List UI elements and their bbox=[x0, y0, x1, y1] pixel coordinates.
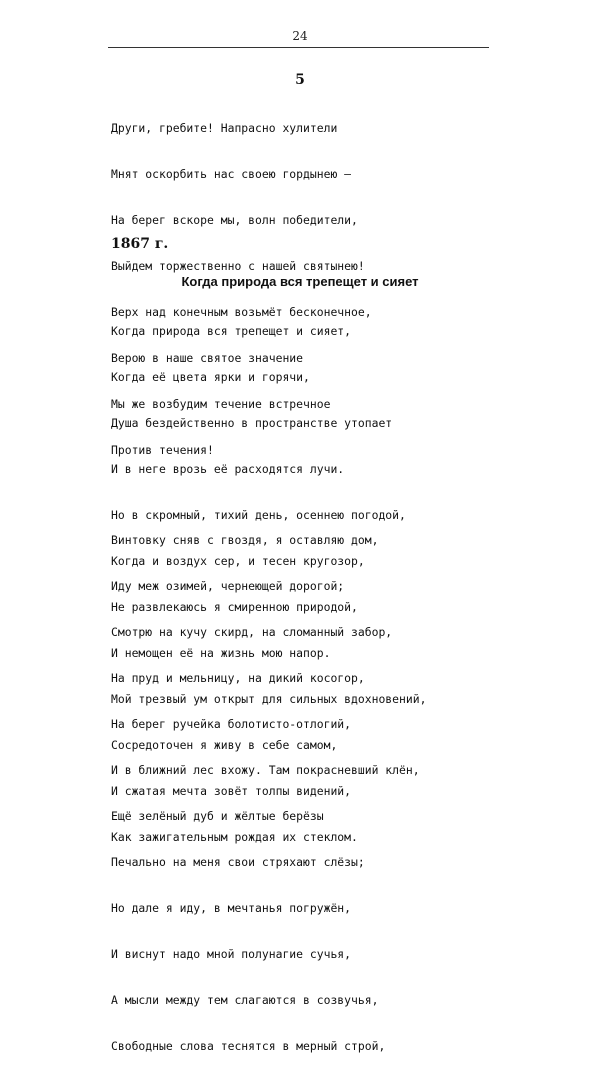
verse-line: Мнят оскорбить нас своею гордынею — bbox=[111, 167, 352, 181]
verse-line: На берег ручейка болотисто-отлогий, bbox=[111, 717, 352, 731]
stanza-3 bbox=[111, 503, 420, 1083]
page-number: 24 bbox=[292, 29, 308, 43]
verse-line: Но дале я иду, в мечтанья погружён, bbox=[111, 901, 352, 915]
verse-line: На пруд и мельницу, на дикий косогор, bbox=[111, 671, 365, 685]
poem-title: Когда природа вся трепещет и сияет bbox=[181, 274, 419, 289]
verse-line: Когда и воздух сер, и тесен кругозор, bbox=[111, 554, 365, 568]
verse-line: Против течения! bbox=[111, 443, 214, 457]
verse-line: На берег вскоре мы, волн победители, bbox=[111, 213, 358, 227]
header-rule bbox=[108, 47, 489, 48]
section-number: 5 bbox=[295, 72, 305, 88]
poem-date: 1867 г. bbox=[111, 236, 169, 252]
verse-line: И в неге врозь её расходятся лучи. bbox=[111, 462, 345, 476]
verse-line: Верх над конечным возьмёт бесконечное, bbox=[111, 305, 372, 319]
verse-line: Душа бездейственно в пространстве утопает bbox=[111, 416, 393, 430]
verse-line: Когда её цвета ярки и горячи, bbox=[111, 370, 310, 384]
verse-line: Мы же возбудим течение встречное bbox=[111, 397, 331, 411]
verse-line: И в ближний лес вхожу. Там покрасневший клён, bbox=[111, 763, 420, 777]
verse-line: Выйдем торжественно с нашей святынею! bbox=[111, 259, 365, 273]
verse-line: Верою в наше святое значение bbox=[111, 351, 304, 365]
verse-line: Когда природа вся трепещет и сияет, bbox=[111, 324, 352, 338]
verse-line: И сжатая мечта зовёт толпы видений, bbox=[111, 784, 352, 798]
verse-line: А мысли между тем слагаются в созвучья, bbox=[111, 993, 379, 1007]
verse-line: Други, гребите! Напрасно хулители bbox=[111, 121, 338, 135]
verse-line: Как зажигательным рождая их стеклом. bbox=[111, 830, 358, 844]
verse-line: И виснут надо мной полунагие сучья, bbox=[111, 947, 352, 961]
verse-line: Свободные слова теснятся в мерный строй, bbox=[111, 1039, 386, 1053]
verse-line: Не развлекаюсь я смиренною природой, bbox=[111, 600, 358, 614]
verse-line: Смотрю на кучу скирд, на сломанный забор, bbox=[111, 625, 393, 639]
verse-line: Ещё зелёный дуб и жёлтые берёзы bbox=[111, 809, 324, 823]
verse-line: Но в скромный, тихий день, осеннею погодой, bbox=[111, 508, 406, 522]
verse-line: Иду меж озимей, чернеющей дорогой; bbox=[111, 579, 345, 593]
verse-line: Сосредоточен я живу в себе самом, bbox=[111, 738, 338, 752]
verse-line: Винтовку сняв с гвоздя, я оставляю дом, bbox=[111, 533, 379, 547]
verse-line: Мой трезвый ум открыт для сильных вдохновений, bbox=[111, 692, 427, 706]
verse-line: Печально на меня свои стряхают слёзы; bbox=[111, 855, 365, 869]
verse-line: И немощен её на жизнь мою напор. bbox=[111, 646, 331, 660]
